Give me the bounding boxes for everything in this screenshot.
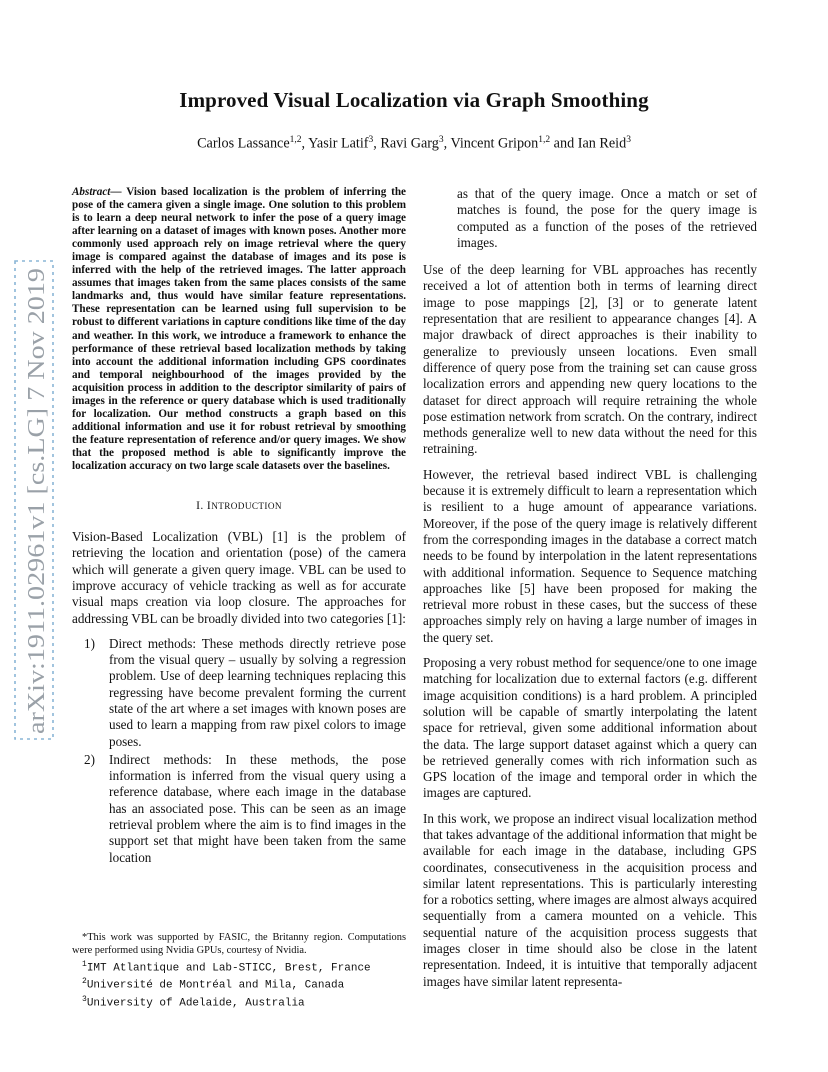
list-item-number: 1) — [84, 635, 95, 651]
affiliation-text: University of Adelaide, Australia — [86, 997, 305, 1010]
author-list — [0, 135, 828, 153]
abstract-dash: — — [110, 186, 122, 198]
affiliation-text: IMT Atlantique and Lab-STICC, Brest, France — [86, 962, 371, 975]
author-affiliation-mark: 3 — [438, 135, 444, 145]
funding-footnote: *This work was supported by FASIC, the Britanny region. Computations were performed using Nvidia GPUs, courtesy of Nvidia. — [72, 932, 406, 956]
affiliation — [72, 993, 406, 1011]
author-affiliation-mark: 1,2 — [289, 135, 302, 145]
author-separator: , — [443, 135, 451, 152]
list-item-text: Direct methods: These methods directly retrieve pose from the visual query – usually by solving a regression problem. Use of deep learning techniques replacing this regressing have become prevalent forming the current state of the art where a set images with known poses are used to learn a mapping from raw pixel colors to image poses. — [109, 635, 406, 749]
author-name: Yasir Latif — [308, 135, 369, 152]
body-paragraph: In this work, we propose an indirect visual localization method that takes advantage of the additional information that might be available for each image in the database, including GPS coordinates, consecutiveness in the acquisition process and similar latent representations. This is particularly interesting for a robotics setting, where images are almost always acquired sequentially from a camera mounted on a vehicle. This sequential nature of the acquisition process suggests that images closer in time should also be close in the latent representation. Indeed, it is intuitive that temporally adjacent images have similar latent representa- — [423, 810, 757, 989]
author-affiliation-mark: 3 — [626, 135, 631, 145]
list-item-number: 2) — [84, 751, 95, 767]
footnotes — [72, 932, 406, 1011]
affiliation — [72, 975, 406, 993]
section-title-initial: I — [206, 499, 212, 513]
affiliation-mark: 3 — [82, 994, 87, 1004]
author-separator: , — [301, 135, 309, 152]
paper-title: Improved Visual Localization via Graph Smoothing — [179, 88, 649, 112]
list-item-continuation: as that of the query image. Once a match or set of matches is found, the pose for the query image is computed as a function of the poses of the retrieved images. — [457, 186, 757, 250]
left-column — [72, 186, 406, 868]
list-item-text: Indirect methods: In these methods, the pose information is inferred from the visual query using a reference database, where each image in the database has an associated pose. This can be seen as an image retrieval problem where the aim is to find images in the support set that might have been taken from the same location — [109, 751, 406, 865]
author-separator: and — [550, 135, 578, 152]
intro-paragraph: Vision-Based Localization (VBL) [1] is the problem of retrieving the location and orientation (pose) of the camera which will generate a given query image. VBL can be used to improve accuracy of vehicle tracking as well as for accurate visual maps creation via loop closure. The approaches for addressing VBL can be broadly divided into two categories [1]: — [72, 529, 406, 626]
body-paragraph: However, the retrieval based indirect VBL is challenging because it is extremely difficult to learn a representation which is resilient to a huge amount of appearance variations. Moreover, if the pose of the query image is relatively different from the corresponding images in the database a correct match needs to be found by interpolation in the latent representations with additional information. Sequence to Sequence matching approaches like [5] have been proposed for making the retrieval more robust in these cases, but the success of these approaches simply rely on having a large number of images in the query set. — [423, 466, 757, 645]
affiliation-text: Université de Montréal and Mila, Canada — [86, 979, 345, 992]
section-title-rest: NTRODUCTION — [211, 501, 282, 512]
affiliation — [72, 958, 406, 976]
author-affiliation-mark: 3 — [368, 135, 374, 145]
author-name: Vincent Gripon — [450, 135, 539, 152]
list-item — [72, 752, 406, 866]
section-number: I. — [196, 499, 207, 513]
affiliation-mark: 1 — [82, 959, 87, 969]
author-separator: , — [373, 135, 381, 152]
abstract — [72, 186, 406, 473]
body-paragraph: Use of the deep learning for VBL approaches has recently received a lot of attention both in terms of learning direct image to pose mappings [2], [3] or to generate latent representation that are resilient to appearance changes [4]. A major drawback of direct approaches is their inability to generalize to previously unseen locations. Even small difference of query pose from the training set can cause gross localization errors and appending new query locations to the dataset for direct approach will require retraining the whole pose estimation network from scratch. On the contrary, indirect methods generalize well to new data without the need for this retraining. — [423, 262, 757, 457]
body-paragraph: Proposing a very robust method for sequence/one to one image matching for localization due to external factors (e.g. different image acquisition conditions) is a hard problem. A principled solution will be capable of smartly interpolating the latent space for retrieval, given some additional information about the data. The large support dataset against which a query can be retrieved generally comes with rich information such as GPS location of the image and temporal order in which the images are captured. — [423, 655, 757, 801]
author-name: Ravi Garg — [380, 135, 439, 152]
arxiv-stamp-text: arXiv:1911.02961v1 [cs.LG] 7 Nov 2019 — [23, 327, 50, 734]
right-column — [423, 186, 757, 999]
arxiv-stamp — [14, 260, 54, 740]
abstract-text: Vision based localization is the problem of inferring the pose of the camera given a single image. One solution to this problem is to learn a deep neural network to infer the pose of a query image after learning on a dataset of images with known poses. Another more commonly used approach rely on image retrieval where the query image is compared against the database of images and its pose is inferred with the help of the retrieved images. The latter approach assumes that images taken from the same places consists of the same landmarks and, thus would have similar feature representations. These representation can be learned using full supervision to be robust to different variations in capture conditions like time of the day and weather. In this work, we introduce a framework to enhance the performance of these retrieval based localization methods by taking into account the additional information including GPS coordinates and temporal neighbourhood of the images provided by the acquisition process in addition to the descriptor similarity of pairs of images in the reference or query database which is used traditionally for localization. Our method constructs a graph based on this additional information and use it for robust retrieval by smoothing the feature representation of reference and/or query images. We show that the proposed method is able to significantly improve the localization accuracy on two large scale datasets over the baselines. — [72, 186, 406, 472]
method-categories-list — [72, 636, 406, 866]
abstract-label: Abstract — [72, 186, 111, 198]
section-heading-introduction — [72, 499, 406, 512]
author-affiliation-mark: 1,2 — [538, 135, 551, 145]
author-name: Ian Reid — [577, 135, 627, 152]
list-item — [72, 636, 406, 750]
author-name: Carlos Lassance — [197, 135, 290, 152]
affiliation-mark: 2 — [82, 977, 87, 987]
